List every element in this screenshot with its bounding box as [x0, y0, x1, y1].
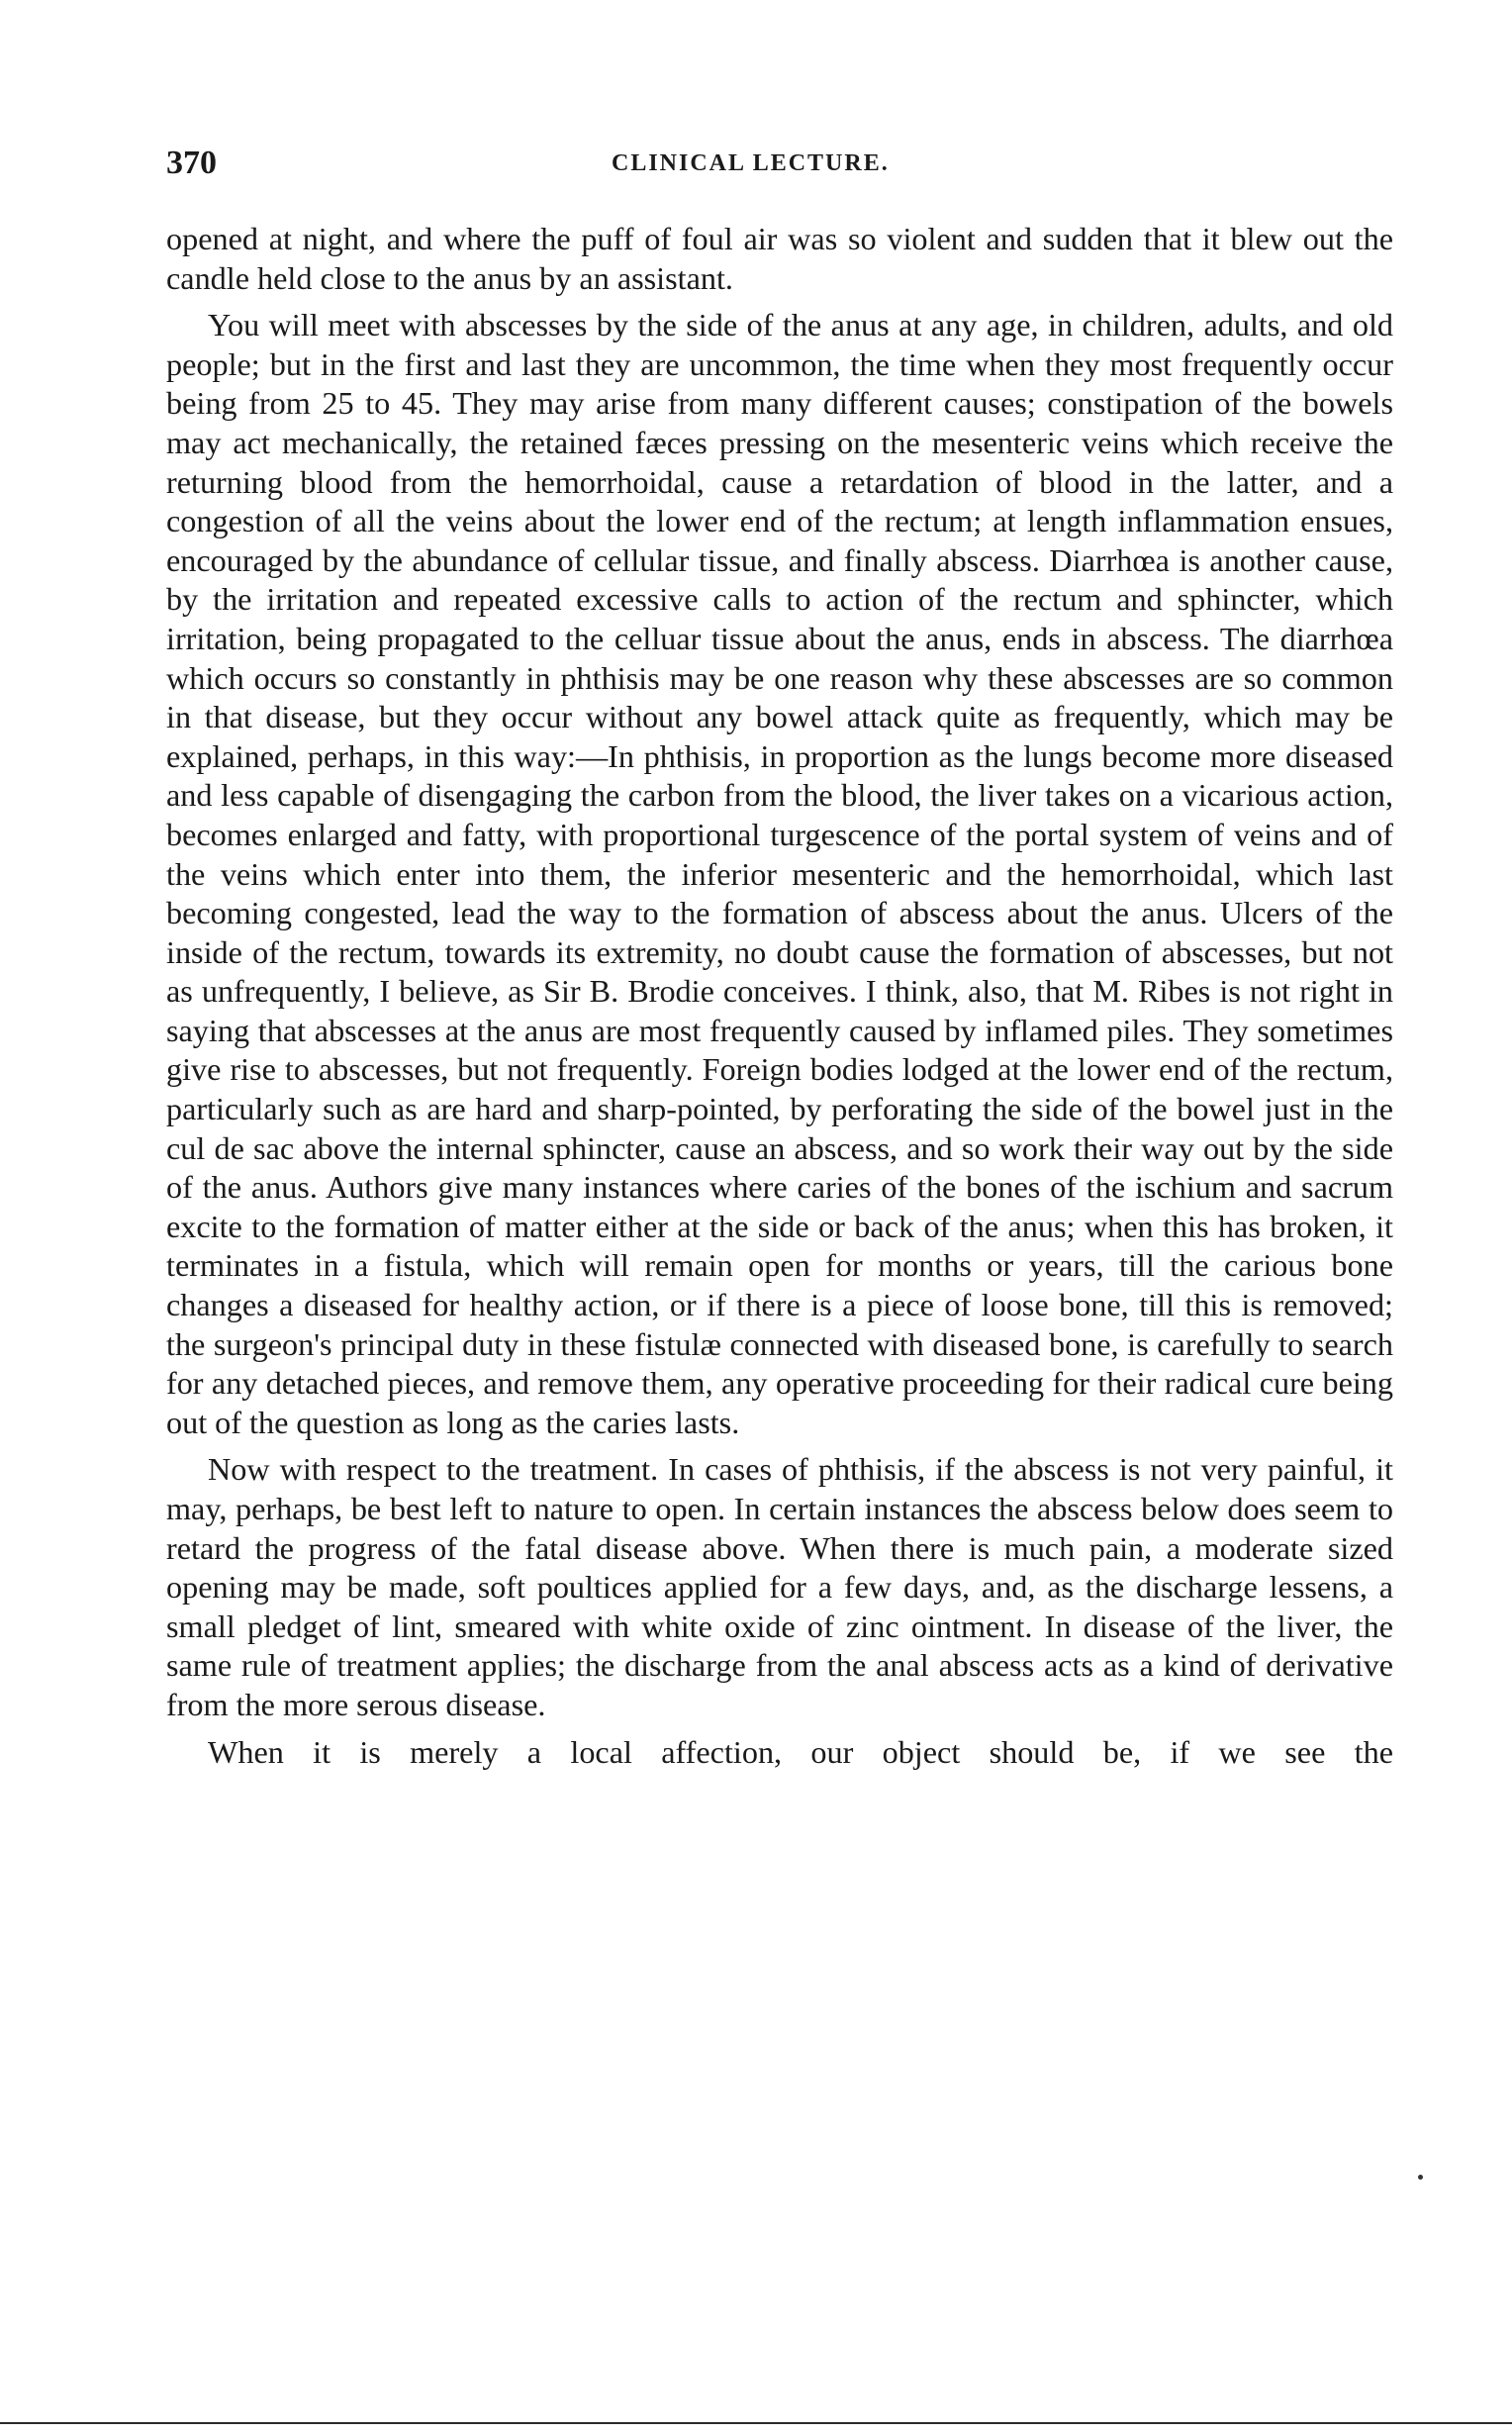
- paragraph-causes: You will meet with abscesses by the side of the anus at any age, in children, adults, and old people; but in the first and last they are uncommon, the time when they most frequently occur being from 25 to 45. They may arise from many different causes; constipation of the bowels may act mechanically, the retained fæces pressing on the mesenteric veins which receive the returning blood from the hemorrhoidal, cause a retardation of blood in the latter, and a congestion of all the veins about the lower end of the rectum; at length inflammation ensues, encouraged by the abundance of cellular tissue, and finally abscess. Diarrhœa is another cause, by the irritation and repeated excessive calls to action of the rectum and sphincter, which irritation, being propagated to the celluar tissue about the anus, ends in abscess. The diarrhœa which occurs so constantly in phthisis may be one reason why these abscesses are so common in that disease, but they occur without any bowel attack quite as frequently, which may be explained, perhaps, in this way:—In phthisis, in proportion as the lungs become more diseased and less capable of disengaging the carbon from the blood, the liver takes on a vicarious action, becomes enlarged and fatty, with proportional turgescence of the portal system of veins and of the veins which enter into them, the inferior mesenteric and the hemorrhoidal, which last becoming congested, lead the way to the formation of abscess about the anus. Ulcers of the inside of the rectum, towards its extremity, no doubt cause the formation of abscesses, but not as unfrequently, I believe, as Sir B. Brodie conceives. I think, also, that M. Ribes is not right in saying that abscesses at the anus are most frequently caused by inflamed piles. They sometimes give rise to abscesses, but not frequently. Foreign bodies lodged at the lower end of the rectum, particularly such as are hard and sharp-pointed, by perforating the side of the bowel just in the cul de sac above the internal sphincter, cause an abscess, and so work their way out by the side of the anus. Authors give many instances where caries of the bones of the ischium and sacrum excite to the formation of matter either at the side or back of the anus; when this has broken, it terminates in a fistula, which will remain open for months or years, till the carious bone changes a diseased for healthy action, or if there is a piece of loose bone, till this is removed; the surgeon's principal duty in these fistulæ connected with diseased bone, is carefully to search for any detached pieces, and remove them, any operative proceeding for their radical cure being out of the question as long as the caries lasts.: [166, 307, 1393, 1440]
- bottom-rule: [0, 2422, 1512, 2424]
- body-text: [166, 220, 1393, 1780]
- page-header: [166, 145, 1403, 188]
- ink-speck: [1418, 2175, 1423, 2180]
- running-head: CLINICAL LECTURE.: [612, 150, 890, 176]
- page-number: 370: [166, 145, 217, 181]
- paragraph-continuation: opened at night, and where the puff of foul air was so violent and sudden that it blew out the candle held close to the anus by an assistant.: [166, 221, 1393, 296]
- paragraph-local-affection: When it is merely a local affection, our object should be, if we see the: [208, 1733, 1393, 1770]
- paragraph-treatment: Now with respect to the treatment. In cases of phthisis, if the abscess is not very painful, it may, perhaps, be best left to nature to open. In certain instances the abscess below does seem to retard the progress of the fatal disease above. When there is much pain, a moderate sized opening may be made, soft poultices applied for a few days, and, as the discharge lessens, a small pledget of lint, smeared with white oxide of zinc ointment. In disease of the liver, the same rule of treatment applies; the discharge from the anal abscess acts as a kind of derivative from the more serous disease.: [166, 1451, 1393, 1722]
